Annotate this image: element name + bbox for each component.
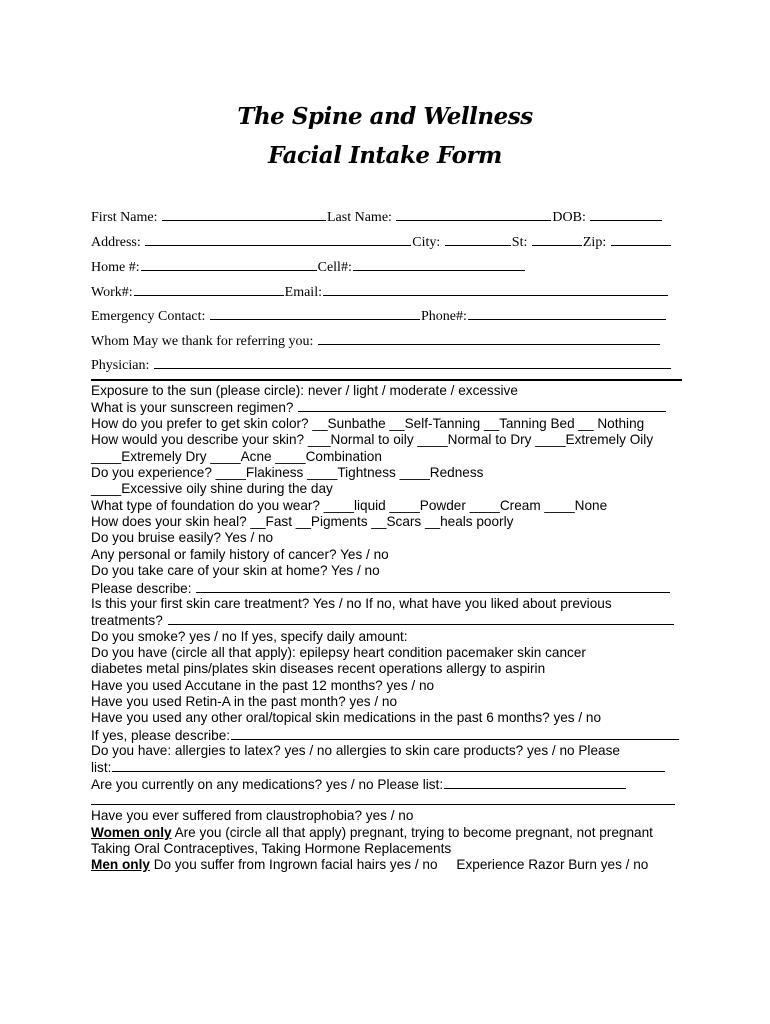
emergency-phone-label: Phone#:	[420, 309, 467, 324]
address-field[interactable]	[145, 232, 411, 246]
question-bruise: Do you bruise easily? Yes / no	[91, 530, 274, 545]
question-medications-6mo: Have you used any other oral/topical skin medications in the past 6 months? yes / no	[91, 710, 602, 725]
question-men: Men only Do you suffer from Ingrown facial hairs yes / no Experience Razor Burn yes / no	[91, 857, 649, 872]
sunscreen-field[interactable]	[298, 398, 666, 412]
email-label: Email:	[284, 285, 322, 300]
work-phone-field[interactable]	[134, 282, 284, 296]
dob-label: DOB:	[552, 210, 586, 225]
physician-label: Physician:	[91, 358, 150, 373]
first-name-field[interactable]	[162, 207, 326, 221]
section-divider	[91, 379, 682, 381]
physician-field[interactable]	[154, 355, 671, 369]
question-retin-a: Have you used Retin-A in the past month? yes / no	[91, 694, 398, 709]
email-field[interactable]	[323, 282, 668, 296]
form-title-line2: Facial Intake Form	[268, 142, 502, 169]
question-skin-type: How would you describe your skin? ___Normal to oily ____Normal to Dry ____Extremely Oily	[91, 432, 654, 447]
question-sunscreen: What is your sunscreen regimen?	[91, 398, 667, 415]
cell-phone-field[interactable]	[353, 257, 525, 271]
last-name-label: Last Name:	[327, 210, 392, 225]
referral-field[interactable]	[318, 331, 660, 345]
question-cancer-history: Any personal or family history of cancer? Yes / no	[91, 547, 389, 562]
question-treatments: treatments?	[91, 611, 675, 628]
question-home-care: Do you take care of your skin at home? Yes / no	[91, 563, 380, 578]
work-row	[91, 282, 669, 300]
form-title-line1: The Spine and Wellness	[237, 103, 533, 130]
state-field[interactable]	[532, 232, 582, 246]
question-first-treatment: Is this your first skin care treatment? Yes / no If no, what have you liked about previous	[91, 596, 612, 611]
emergency-label: Emergency Contact:	[91, 309, 206, 324]
current-medications-field[interactable]	[444, 775, 626, 789]
zip-label: Zip:	[582, 235, 607, 250]
question-smoke: Do you smoke? yes / no If yes, specify daily amount:	[91, 629, 408, 644]
st-label: St:	[511, 235, 528, 250]
question-claustrophobia: Have you ever suffered from claustrophobia? yes / no	[91, 808, 414, 823]
blank-line[interactable]	[91, 804, 675, 805]
first-name-label: First Name:	[91, 210, 158, 225]
city-field[interactable]	[445, 232, 511, 246]
home-phone-field[interactable]	[141, 257, 317, 271]
question-allergies: Do you have: allergies to latex? yes / no allergies to skin care products? yes / no Please	[91, 743, 620, 758]
phone-row	[91, 257, 526, 275]
question-allergies-list: list:	[91, 758, 666, 775]
question-women: Women only Are you (circle all that apply) pregnant, trying to become pregnant, not pregnant	[91, 825, 653, 840]
women-only-label: Women only	[91, 825, 172, 840]
question-if-yes: If yes, please describe:	[91, 726, 680, 743]
emergency-row	[91, 306, 667, 324]
address-label: Address:	[91, 235, 141, 250]
name-row	[91, 207, 663, 225]
question-foundation: What type of foundation do you wear? ____liquid ____Powder ____Cream ____None	[91, 498, 608, 513]
dob-field[interactable]	[590, 207, 662, 221]
emergency-phone-field[interactable]	[468, 306, 666, 320]
medication-description-field[interactable]	[231, 726, 679, 740]
city-label: City:	[412, 235, 441, 250]
home-label: Home #:	[91, 260, 140, 275]
physician-row	[91, 355, 672, 373]
question-skin-color: How do you prefer to get skin color? __Sunbathe __Self-Tanning __Tanning Bed __ Nothing	[91, 416, 645, 431]
last-name-field[interactable]	[396, 207, 551, 221]
question-sun-exposure: Exposure to the sun (please circle): never / light / moderate / excessive	[91, 383, 518, 398]
allergies-list-field[interactable]	[112, 758, 665, 772]
work-label: Work#:	[91, 285, 133, 300]
question-experience-cont: ____Excessive oily shine during the day	[91, 481, 333, 496]
question-skin-type-cont: ____Extremely Dry ____Acne ____Combination	[91, 449, 382, 464]
referral-label: Whom May we thank for referring you:	[91, 334, 314, 349]
question-describe: Please describe:	[91, 579, 671, 596]
question-conditions: Do you have (circle all that apply): epilepsy heart condition pacemaker skin cancer	[91, 645, 586, 660]
question-current-medications: Are you currently on any medications? yes / no Please list:	[91, 775, 627, 792]
men-only-label: Men only	[91, 857, 150, 872]
question-skin-heal: How does your skin heal? __Fast __Pigments __Scars __heals poorly	[91, 514, 514, 529]
treatments-field[interactable]	[168, 611, 674, 625]
emergency-contact-field[interactable]	[210, 306, 420, 320]
zip-field[interactable]	[611, 232, 671, 246]
cell-label: Cell#:	[317, 260, 352, 275]
question-women-cont: Taking Oral Contraceptives, Taking Hormone Replacements	[91, 841, 452, 856]
referral-row	[91, 331, 661, 349]
question-conditions-cont: diabetes metal pins/plates skin diseases recent operations allergy to aspirin	[91, 661, 546, 676]
question-accutane: Have you used Accutane in the past 12 months? yes / no	[91, 678, 435, 693]
address-row	[91, 232, 672, 250]
question-experience: Do you experience? ____Flakiness ____Tightness ____Redness	[91, 465, 484, 480]
home-care-description-field[interactable]	[196, 579, 670, 593]
